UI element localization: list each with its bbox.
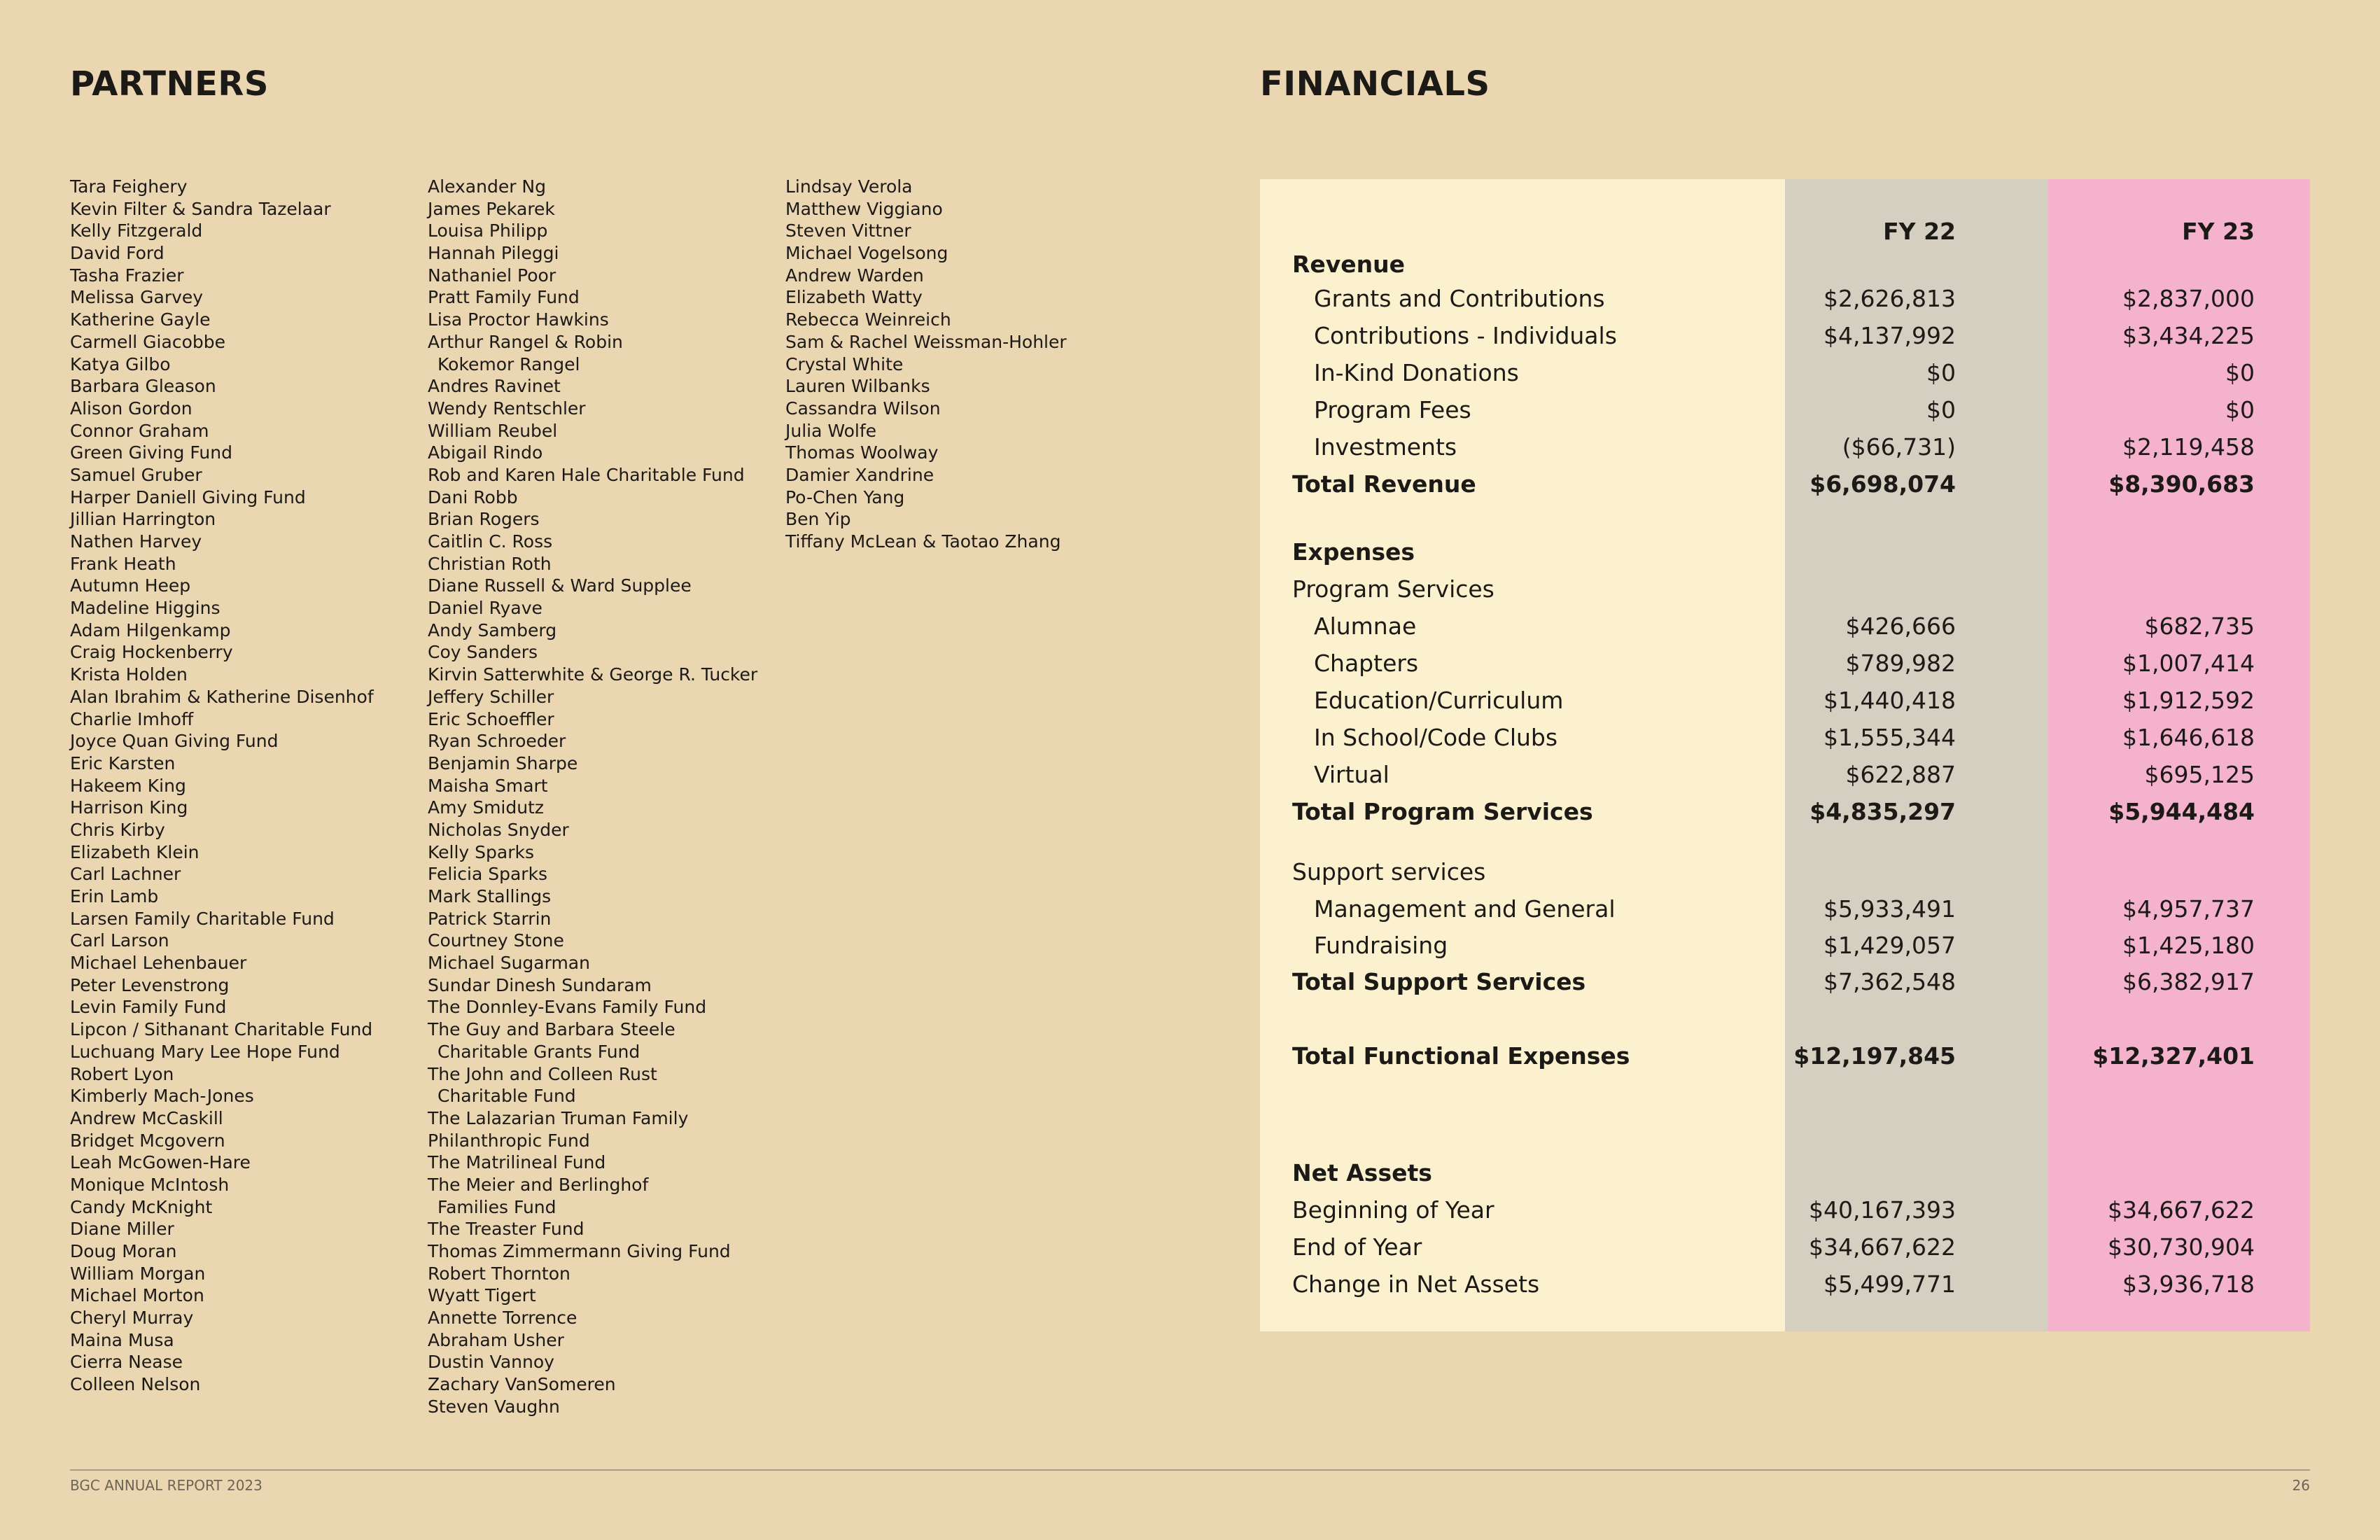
- partner-name: Adam Hilgenkamp: [70, 620, 231, 640]
- partner-name: Lindsay Verola: [785, 176, 913, 197]
- fy23-value: $682,735: [2144, 612, 2255, 640]
- row-label: Beginning of Year: [1292, 1196, 1494, 1224]
- row-label: Expenses: [1292, 538, 1415, 566]
- total-support-row: [1260, 965, 2310, 1000]
- fy23-header: FY 23: [2182, 218, 2255, 245]
- fy22-value: $7,362,548: [1823, 968, 1956, 995]
- partner-name: Charitable Grants Fund: [438, 1041, 640, 1062]
- beginning-of-year-row: [1260, 1193, 2310, 1228]
- partner-name: Tara Feighery: [70, 176, 188, 197]
- row-label: In School/Code Clubs: [1314, 724, 1558, 751]
- fy23-value: $0: [2225, 359, 2255, 386]
- fy23-value: $4,957,737: [2122, 895, 2255, 923]
- partner-name: Tiffany McLean & Taotao Zhang: [785, 531, 1061, 552]
- fy22-value: $5,499,771: [1823, 1270, 1956, 1298]
- partner-name: James Pekarek: [428, 198, 555, 219]
- fy22-value: $6,698,074: [1809, 470, 1956, 498]
- row-label: In-Kind Donations: [1314, 359, 1519, 386]
- partner-name: Luchuang Mary Lee Hope Fund: [70, 1041, 340, 1062]
- partner-name: Katherine Gayle: [70, 309, 211, 330]
- fy22-value: $622,887: [1845, 761, 1956, 788]
- partner-name: Rob and Karen Hale Charitable Fund: [428, 464, 745, 485]
- page-number: 26: [2292, 1477, 2310, 1494]
- partner-name: Harper Daniell Giving Fund: [70, 486, 306, 507]
- contributions-individuals-row: [1260, 318, 2310, 354]
- fy23-value: $6,382,917: [2122, 968, 2255, 995]
- partner-name: William Morgan: [70, 1263, 206, 1284]
- partner-name: Andrew Warden: [785, 265, 924, 286]
- fy22-header: FY 22: [1883, 218, 1956, 245]
- partner-name: The Lalazarian Truman Family: [428, 1107, 689, 1128]
- grants-row: [1260, 281, 2310, 316]
- partner-name: Steven Vittner: [785, 220, 911, 241]
- partner-name: Ben Yip: [785, 509, 851, 530]
- partner-name: Green Giving Fund: [70, 442, 232, 463]
- partner-name: The John and Colleen Rust: [428, 1063, 657, 1084]
- partner-name: Andres Ravinet: [428, 376, 561, 397]
- partner-name: Dani Robb: [428, 486, 518, 507]
- partner-name: Joyce Quan Giving Fund: [70, 731, 279, 752]
- fy23-value: $1,425,180: [2122, 932, 2255, 959]
- partners-column-3: [785, 176, 1135, 553]
- fy23-value: $3,434,225: [2122, 322, 2255, 349]
- financials-table: [1260, 179, 2310, 1331]
- partner-name: Madeline Higgins: [70, 598, 220, 619]
- partners-column-2: [428, 176, 778, 1418]
- partner-name: Andrew McCaskill: [70, 1107, 223, 1128]
- partner-name: David Ford: [70, 243, 164, 264]
- row-label: End of Year: [1292, 1233, 1422, 1261]
- partner-name: Alexander Ng: [428, 176, 546, 197]
- partner-name: Frank Heath: [70, 553, 176, 574]
- partner-name: The Meier and Berlinghof: [428, 1174, 649, 1195]
- partner-name: Courtney Stone: [428, 930, 564, 951]
- total-functional-row: [1260, 1039, 2310, 1074]
- fy23-value: $3,936,718: [2122, 1270, 2255, 1298]
- chapters-row: [1260, 646, 2310, 681]
- fy22-value: $426,666: [1845, 612, 1956, 640]
- partner-name: Daniel Ryave: [428, 598, 542, 619]
- in-school-row: [1260, 720, 2310, 755]
- row-label: Program Services: [1292, 575, 1494, 603]
- partner-name: Carmell Giacobbe: [70, 331, 225, 352]
- row-label: Revenue: [1292, 251, 1406, 278]
- footer-divider: [70, 1469, 2310, 1471]
- partner-name: Benjamin Sharpe: [428, 752, 578, 774]
- partner-name: The Donnley-Evans Family Fund: [428, 997, 707, 1018]
- partner-name: Robert Thornton: [428, 1263, 570, 1284]
- row-label: Change in Net Assets: [1292, 1270, 1540, 1298]
- partner-name: Steven Vaughn: [428, 1396, 560, 1417]
- fy22-value: $5,933,491: [1823, 895, 1956, 923]
- row-label: Fundraising: [1314, 932, 1448, 959]
- total-revenue-row: [1260, 467, 2310, 502]
- partner-name: Diane Miller: [70, 1219, 174, 1240]
- row-label: Contributions - Individuals: [1314, 322, 1617, 349]
- partner-name: Patrick Starrin: [428, 908, 552, 929]
- program-fees-row: [1260, 393, 2310, 428]
- partner-name: Andy Samberg: [428, 620, 557, 640]
- end-of-year-row: [1260, 1230, 2310, 1265]
- fy22-value: $1,440,418: [1823, 687, 1956, 714]
- row-label: Education/Curriculum: [1314, 687, 1564, 714]
- partner-name: Nathen Harvey: [70, 531, 202, 552]
- fy23-value: $695,125: [2144, 761, 2255, 788]
- partner-name: Kevin Filter & Sandra Tazelaar: [70, 198, 331, 219]
- fy23-value: $1,912,592: [2122, 687, 2255, 714]
- partner-name: Abigail Rindo: [428, 442, 543, 463]
- fy22-value: $40,167,393: [1809, 1196, 1956, 1224]
- fy22-value: $0: [1926, 359, 1956, 386]
- partner-name: Abraham Usher: [428, 1329, 564, 1350]
- revenue-section-label: [1260, 247, 2310, 282]
- partner-name: Cassandra Wilson: [785, 398, 941, 419]
- partner-name: Felicia Sparks: [428, 864, 548, 885]
- partner-name: Nathaniel Poor: [428, 265, 556, 286]
- partner-name: Maisha Smart: [428, 775, 548, 796]
- partner-name: Caitlin C. Ross: [428, 531, 553, 552]
- partner-name: Eric Karsten: [70, 752, 176, 774]
- partner-name: Kimberly Mach-Jones: [70, 1086, 254, 1107]
- partner-name: Rebecca Weinreich: [785, 309, 951, 330]
- partner-name: Chris Kirby: [70, 819, 165, 840]
- fy23-value: $5,944,484: [2108, 798, 2255, 825]
- investments-row: [1260, 430, 2310, 465]
- row-label: Program Fees: [1314, 396, 1471, 424]
- fy22-value: $789,982: [1845, 650, 1956, 677]
- partner-name: Charitable Fund: [438, 1086, 576, 1107]
- partner-name: Brian Rogers: [428, 509, 540, 530]
- fy22-value: $4,137,992: [1823, 322, 1956, 349]
- partner-name: Julia Wolfe: [785, 420, 877, 441]
- fy22-value: $1,429,057: [1823, 932, 1956, 959]
- partner-name: Eric Schoeffler: [428, 708, 554, 729]
- change-net-assets-row: [1260, 1267, 2310, 1302]
- fy23-value: $12,327,401: [2092, 1042, 2255, 1070]
- row-label: Management and General: [1314, 895, 1616, 923]
- fy23-value: $30,730,904: [2108, 1233, 2255, 1261]
- partner-name: Melissa Garvey: [70, 287, 204, 308]
- partner-name: Michael Vogelsong: [785, 243, 948, 264]
- program-services-label: [1260, 572, 2310, 607]
- row-label: Total Revenue: [1292, 470, 1476, 498]
- partner-name: Jeffery Schiller: [428, 686, 554, 707]
- partners-column-1: [70, 176, 420, 1396]
- partner-name: Hannah Pileggi: [428, 243, 559, 264]
- partner-name: Alison Gordon: [70, 398, 192, 419]
- fy23-value: $1,007,414: [2122, 650, 2255, 677]
- footer-report-title: BGC ANNUAL REPORT 2023: [70, 1477, 262, 1494]
- partner-name: Katya Gilbo: [70, 354, 171, 374]
- partner-name: Craig Hockenberry: [70, 642, 233, 663]
- partner-name: Annette Torrence: [428, 1308, 578, 1329]
- partner-name: Elizabeth Watty: [785, 287, 923, 308]
- virtual-row: [1260, 757, 2310, 792]
- net-assets-section-label: [1260, 1156, 2310, 1191]
- partner-name: Thomas Zimmermann Giving Fund: [428, 1241, 731, 1261]
- partner-name: Nicholas Snyder: [428, 819, 569, 840]
- partner-name: Monique McIntosh: [70, 1174, 230, 1195]
- row-label: Grants and Contributions: [1314, 285, 1605, 312]
- partner-name: Wendy Rentschler: [428, 398, 586, 419]
- column-header-row: [1260, 214, 2310, 249]
- partner-name: The Guy and Barbara Steele: [428, 1019, 676, 1040]
- partner-name: Diane Russell & Ward Supplee: [428, 575, 692, 596]
- row-label: Chapters: [1314, 650, 1419, 677]
- partner-name: Christian Roth: [428, 553, 552, 574]
- partner-name: Samuel Gruber: [70, 464, 202, 485]
- partner-name: Sundar Dinesh Sundaram: [428, 974, 652, 995]
- partner-name: Thomas Woolway: [785, 442, 939, 463]
- partner-name: Kelly Fitzgerald: [70, 220, 203, 241]
- fy22-value: ($66,731): [1842, 433, 1956, 461]
- partner-name: Sam & Rachel Weissman-Hohler: [785, 331, 1067, 352]
- partner-name: Matthew Viggiano: [785, 198, 943, 219]
- fy23-value: $1,646,618: [2122, 724, 2255, 751]
- partner-name: Mark Stallings: [428, 886, 552, 906]
- partner-name: Peter Levenstrong: [70, 974, 230, 995]
- partner-name: Barbara Gleason: [70, 376, 216, 397]
- partner-name: Erin Lamb: [70, 886, 159, 906]
- partner-name: Bridget Mcgovern: [70, 1130, 225, 1151]
- partner-name: William Reubel: [428, 420, 558, 441]
- partner-name: The Matrilineal Fund: [428, 1152, 606, 1173]
- partner-name: Colleen Nelson: [70, 1374, 201, 1395]
- partner-name: Connor Graham: [70, 420, 209, 441]
- row-label: Investments: [1314, 433, 1457, 461]
- partner-name: Elizabeth Klein: [70, 841, 200, 862]
- partner-name: Jillian Harrington: [70, 509, 216, 530]
- fy23-value: $2,119,458: [2122, 433, 2255, 461]
- education-row: [1260, 683, 2310, 718]
- partner-name: Cierra Nease: [70, 1352, 183, 1373]
- partner-name: Dustin Vannoy: [428, 1352, 554, 1373]
- partner-name: Crystal White: [785, 354, 904, 374]
- partner-name: Charlie Imhoff: [70, 708, 194, 729]
- fundraising-row: [1260, 928, 2310, 963]
- row-label: Total Support Services: [1292, 968, 1586, 995]
- total-program-row: [1260, 794, 2310, 830]
- partner-name: Po-Chen Yang: [785, 486, 905, 507]
- partner-name: Krista Holden: [70, 664, 188, 685]
- partner-name: Lipcon / Sithanant Charitable Fund: [70, 1019, 373, 1040]
- partner-name: Harrison King: [70, 797, 188, 818]
- row-label: Alumnae: [1314, 612, 1417, 640]
- partner-name: Larsen Family Charitable Fund: [70, 908, 335, 929]
- financials-heading: FINANCIALS: [1260, 64, 1490, 104]
- partner-name: Levin Family Fund: [70, 997, 227, 1018]
- fy22-value: $0: [1926, 396, 1956, 424]
- partner-name: Kokemor Rangel: [438, 354, 580, 374]
- partner-name: Amy Smidutz: [428, 797, 545, 818]
- fy23-value: $8,390,683: [2108, 470, 2255, 498]
- partner-name: Pratt Family Fund: [428, 287, 580, 308]
- fy23-value: $0: [2225, 396, 2255, 424]
- fy22-value: $12,197,845: [1793, 1042, 1956, 1070]
- partner-name: Wyatt Tigert: [428, 1285, 536, 1306]
- partner-name: Maina Musa: [70, 1329, 174, 1350]
- management-general-row: [1260, 892, 2310, 927]
- row-label: Total Program Services: [1292, 798, 1593, 825]
- partner-name: The Treaster Fund: [428, 1219, 584, 1240]
- partner-name: Tasha Frazier: [70, 265, 184, 286]
- fy22-value: $34,667,622: [1809, 1233, 1956, 1261]
- fy22-value: $4,835,297: [1809, 798, 1956, 825]
- partner-name: Alan Ibrahim & Katherine Disenhof: [70, 686, 374, 707]
- partner-name: Louisa Philipp: [428, 220, 548, 241]
- fy22-value: $2,626,813: [1823, 285, 1956, 312]
- in-kind-row: [1260, 356, 2310, 391]
- partner-name: Coy Sanders: [428, 642, 538, 663]
- expenses-section-label: [1260, 535, 2310, 570]
- partner-name: Doug Moran: [70, 1241, 177, 1261]
- partner-name: Zachary VanSomeren: [428, 1374, 616, 1395]
- partner-name: Hakeem King: [70, 775, 186, 796]
- row-label: Total Functional Expenses: [1292, 1042, 1630, 1070]
- partner-name: Damier Xandrine: [785, 464, 934, 485]
- support-services-label: [1260, 855, 2310, 890]
- fy23-value: $34,667,622: [2108, 1196, 2255, 1224]
- partner-name: Michael Sugarman: [428, 953, 590, 974]
- partner-name: Families Fund: [438, 1196, 556, 1217]
- partner-name: Leah McGowen-Hare: [70, 1152, 251, 1173]
- partner-name: Robert Lyon: [70, 1063, 174, 1084]
- partner-name: Kirvin Satterwhite & George R. Tucker: [428, 664, 758, 685]
- row-label: Virtual: [1314, 761, 1390, 788]
- partner-name: Ryan Schroeder: [428, 731, 566, 752]
- partner-name: Candy McKnight: [70, 1196, 213, 1217]
- row-label: Support services: [1292, 858, 1486, 886]
- partner-name: Lauren Wilbanks: [785, 376, 930, 397]
- partner-name: Carl Larson: [70, 930, 169, 951]
- partner-name: Arthur Rangel & Robin: [428, 331, 623, 352]
- alumnae-row: [1260, 609, 2310, 644]
- partner-name: Autumn Heep: [70, 575, 191, 596]
- partner-name: Michael Lehenbauer: [70, 953, 247, 974]
- partner-name: Cheryl Murray: [70, 1308, 194, 1329]
- partners-heading: PARTNERS: [70, 64, 269, 104]
- partner-name: Kelly Sparks: [428, 841, 535, 862]
- partner-name: Lisa Proctor Hawkins: [428, 309, 609, 330]
- partner-name: Michael Morton: [70, 1285, 204, 1306]
- row-label: Net Assets: [1292, 1159, 1432, 1186]
- partner-name: Carl Lachner: [70, 864, 181, 885]
- fy23-value: $2,837,000: [2122, 285, 2255, 312]
- fy22-value: $1,555,344: [1823, 724, 1956, 751]
- partner-name: Philanthropic Fund: [428, 1130, 590, 1151]
